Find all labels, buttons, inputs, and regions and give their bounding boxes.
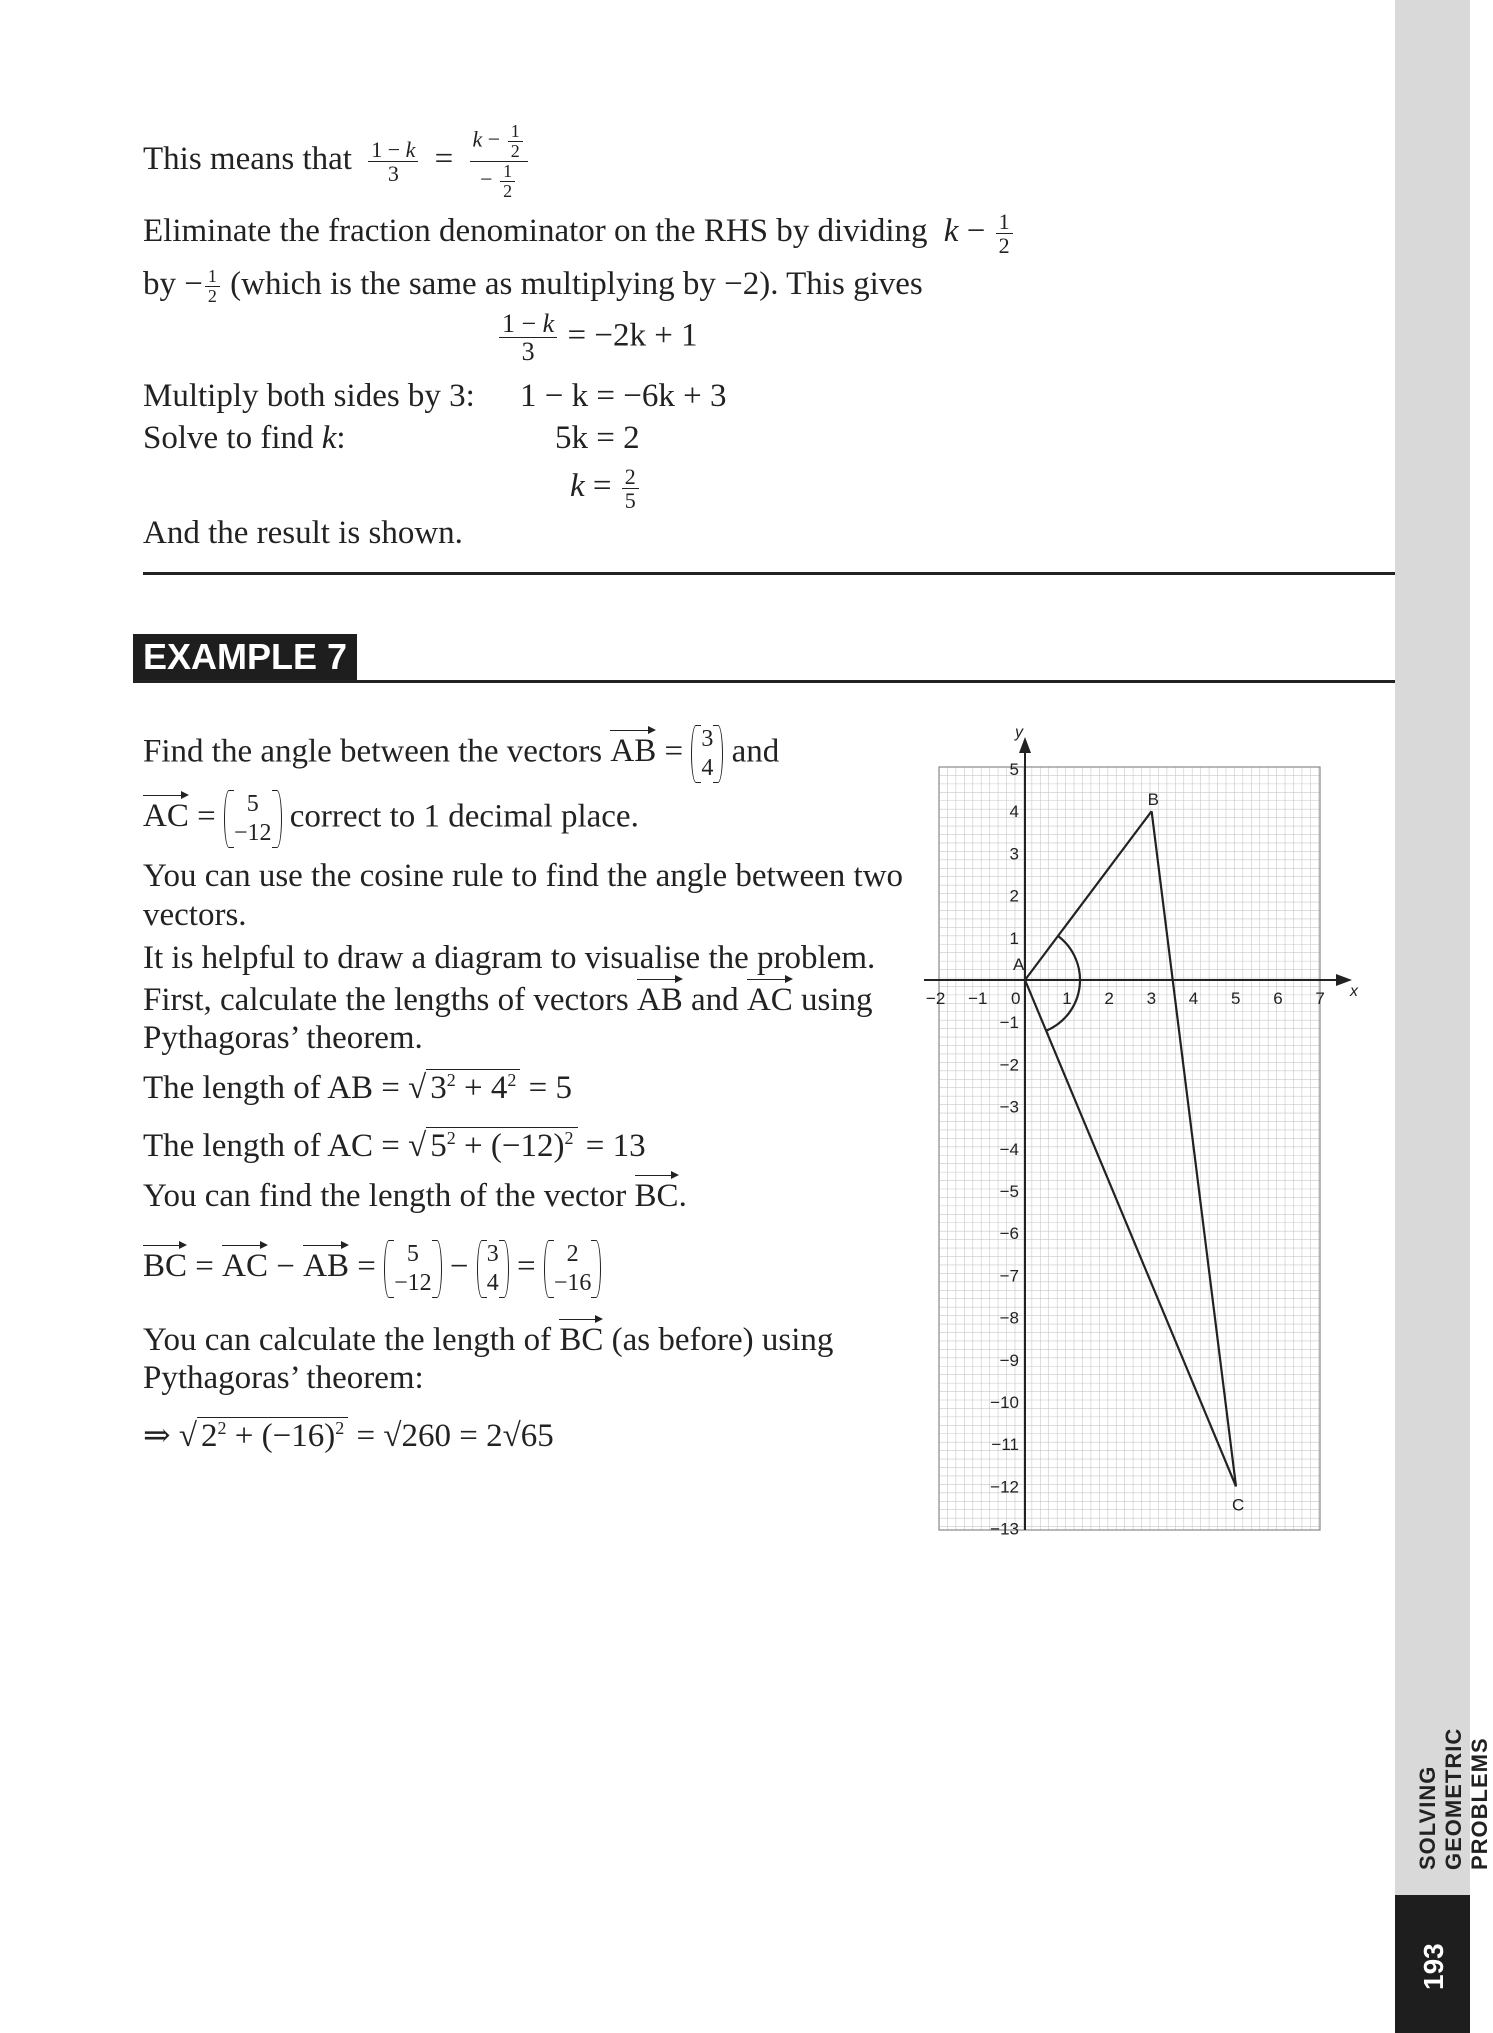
x-tick-label: 1: [1062, 989, 1072, 1008]
y-tick-label: 4: [1009, 802, 1019, 822]
length-ab: The length of AB = √ $3^2 + 4^2 = 5$: [143, 1070, 573, 1106]
line-this-means: This means that $\frac{1 - k}{3}$ = k − $\frac{1}{2}$ − $\frac{1}{2}$: [143, 122, 530, 201]
y-tick-label: −10: [990, 1393, 1019, 1412]
result-text: And the result is shown.: [143, 515, 463, 551]
bc-text: You can find the length of the vector BC.: [143, 1178, 687, 1214]
paragraph-cosine-2: vectors.: [143, 897, 247, 933]
y-axis-label: y: [1015, 724, 1023, 741]
y-tick-label: 2: [1009, 886, 1019, 906]
y-tick-label: 3: [1009, 844, 1019, 864]
x-tick-label: 0: [1011, 989, 1021, 1008]
line-eliminate: Eliminate the fraction denominator on the RHS by dividing k − $\frac{1}{2}$: [143, 210, 1015, 257]
line-by-half: by − $\frac{1}{2}$ (which is the same as multiplying by −2). This gives: [143, 266, 923, 306]
y-tick-label: 5: [1009, 760, 1019, 779]
x-tick-label: 2: [1104, 989, 1114, 1008]
x-tick-label: 5: [1231, 989, 1241, 1008]
y-tick-label: 1: [1009, 928, 1019, 948]
example-tag: EXAMPLE 7: [133, 634, 357, 680]
x-tick-label: 6: [1273, 989, 1283, 1008]
y-tick-label: −8: [999, 1308, 1019, 1328]
y-tick-label: −6: [999, 1224, 1019, 1244]
x-tick-label: 7: [1315, 989, 1325, 1008]
y-tick-label: −12: [990, 1477, 1019, 1497]
example-underline: [133, 680, 1395, 683]
step3-eq: k = $\frac{2}{5}$: [570, 465, 641, 512]
y-tick-label: −7: [999, 1266, 1019, 1286]
y-tick-label: −13: [990, 1519, 1019, 1539]
intro-line: Find the angle between the vectors AB = 3 4 and: [143, 726, 780, 781]
paragraph-pythagoras: Pythagoras’ theorem.: [143, 1020, 423, 1056]
final-equation: ⇒ √ $2^2 + (-16)^2 = √260 = 2√65$: [143, 1418, 554, 1454]
paragraph-cosine: You can use the cosine rule to find the angle between two: [143, 858, 904, 894]
y-tick-label: −4: [999, 1139, 1019, 1159]
step2-label: Solve to find k:: [143, 420, 346, 456]
point-label: A: [1013, 955, 1025, 974]
x-axis-label: x: [1350, 983, 1358, 1000]
length-ac: The length of AC = √ $5^2 + (-12)^2 = 13$: [143, 1128, 646, 1164]
paragraph-lengths: First, calculate the lengths of vectors AB and AC using: [143, 982, 873, 1018]
paragraph-diagram: It is helpful to draw a diagram to visualise the problem.: [143, 940, 876, 976]
calc-text: You can calculate the length of BC (as before) using: [143, 1322, 834, 1358]
intro-line-2: AC = 5 −12 correct to 1 decimal place.: [143, 791, 639, 846]
step2-eq: 5k = 2: [555, 420, 640, 456]
point-label: B: [1147, 790, 1159, 810]
calc-text-2: Pythagoras’ theorem:: [143, 1360, 424, 1396]
sidebar-title: SOLVING GEOMETRIC PROBLEMS: [1415, 1727, 1492, 1870]
x-tick-label: −1: [968, 989, 988, 1008]
y-tick-label: −2: [999, 1055, 1019, 1075]
step1-eq: 1 − k = −6k + 3: [520, 378, 727, 414]
y-tick-label: −1: [999, 1013, 1019, 1033]
grid-border: [939, 767, 1320, 1530]
y-tick-label: −9: [999, 1350, 1019, 1370]
x-tick-label: 3: [1146, 989, 1157, 1008]
x-tick-label: 4: [1188, 989, 1199, 1008]
bc-equation: BC = AC − AB = 5 −12 − 3 4 = 2 −16: [143, 1240, 601, 1298]
coordinate-graph: [900, 715, 1370, 1545]
step1-label: Multiply both sides by 3:: [143, 378, 475, 414]
point-label: C: [1232, 1495, 1245, 1515]
section-divider: [143, 572, 1395, 575]
y-tick-label: −5: [999, 1182, 1019, 1201]
y-tick-label: −3: [999, 1097, 1019, 1117]
segment-ab: [1025, 811, 1152, 980]
y-tick-label: −11: [991, 1435, 1019, 1455]
x-tick-label: −2: [925, 989, 946, 1008]
angle-arc: [1046, 936, 1080, 1031]
page-number: 193: [1418, 1943, 1449, 1990]
eq-fraction: $\frac{1 - k}{3}$ = −2k + 1: [497, 310, 698, 366]
